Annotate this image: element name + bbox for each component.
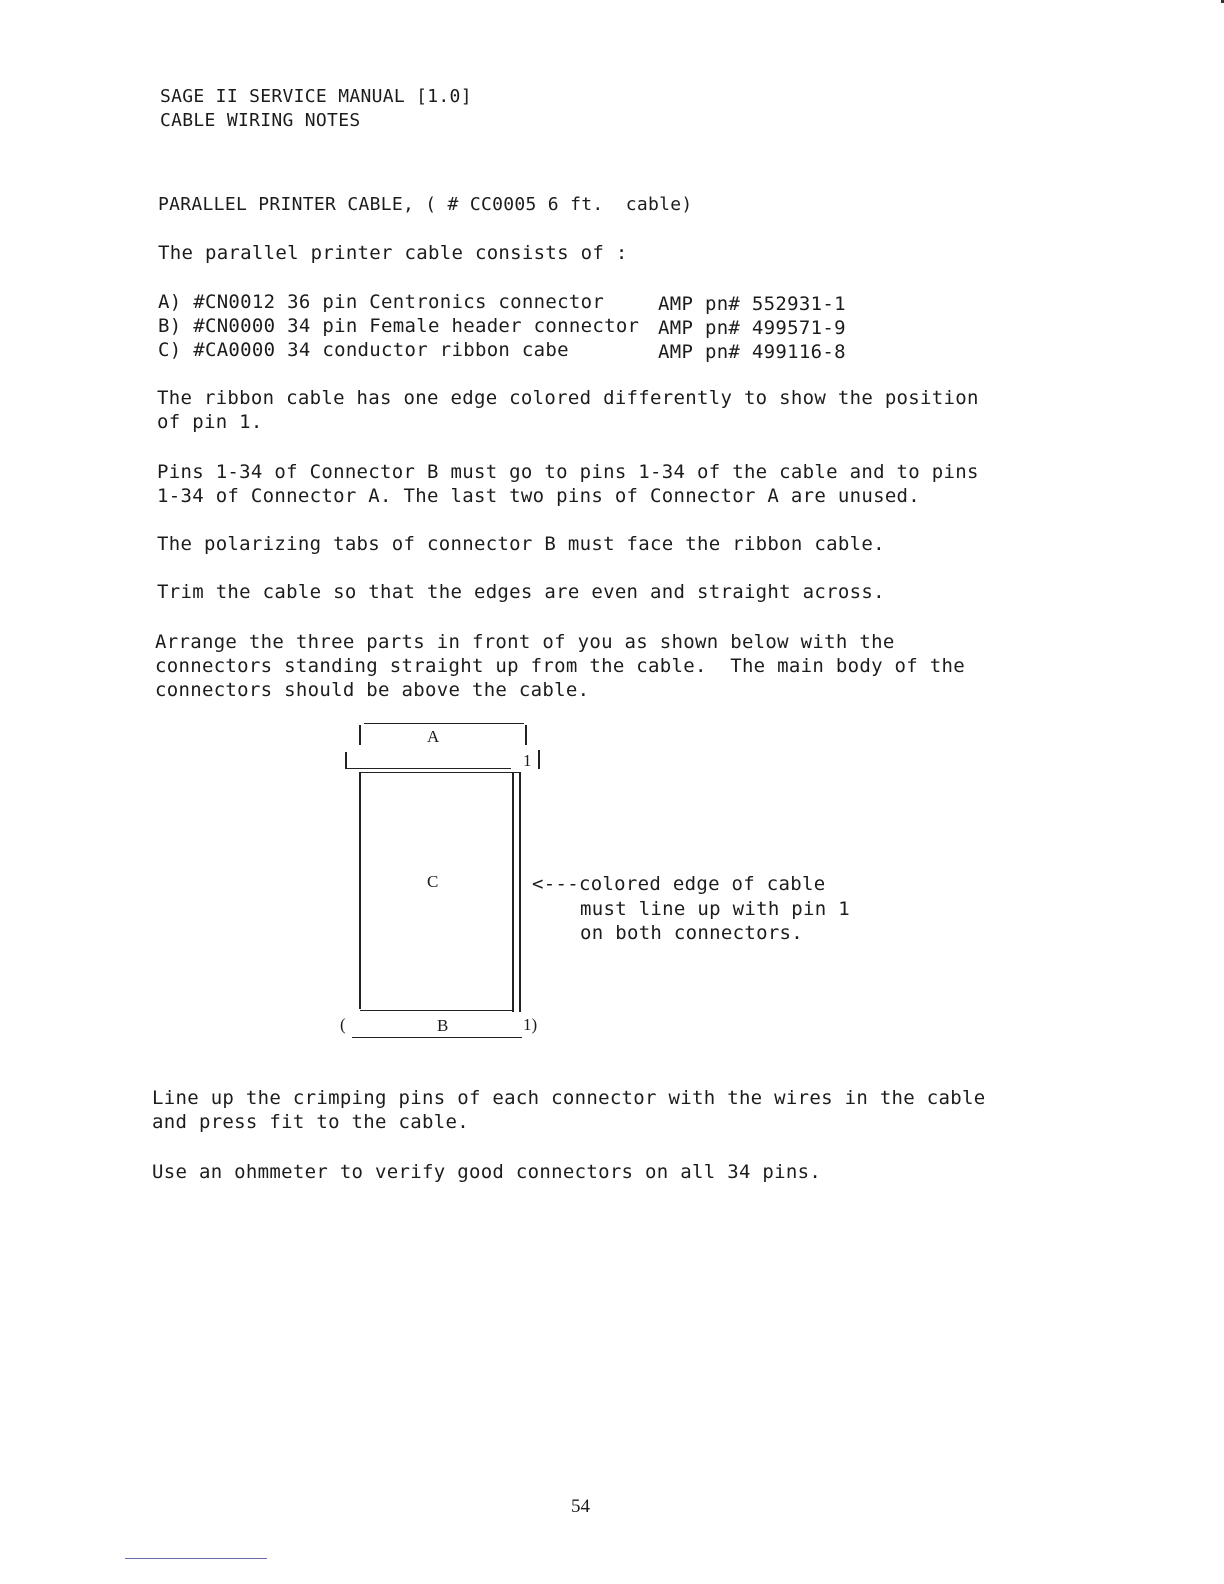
para6-line2: and press fit to the cable.: [152, 1111, 469, 1133]
part-b-desc: B) #CN0000 34 pin Female header connector: [158, 315, 640, 337]
cable-left-edge: [359, 772, 361, 1009]
colored-edge-note-line1: <---colored edge of cable: [532, 873, 826, 895]
para1-line2: of pin 1.: [157, 411, 263, 433]
colored-edge-note-line2: must line up with pin 1: [580, 898, 850, 920]
para5-line3: connectors should be above the cable.: [155, 679, 590, 701]
cable-top-edge: [359, 772, 519, 773]
manual-title: SAGE II SERVICE MANUAL [1.0]: [160, 86, 472, 107]
connector-a-right-edge: [525, 725, 527, 745]
para4: Trim the cable so that the edges are even and straight across.: [157, 581, 885, 603]
cable-label: C: [427, 872, 439, 891]
part-c-pn: AMP pn# 499116-8: [658, 341, 846, 363]
section-heading: CABLE WIRING NOTES: [160, 110, 361, 131]
part-a-pn: AMP pn# 552931-1: [658, 293, 846, 315]
para6-line1: Line up the crimping pins of each connector with the wires in the cable: [152, 1087, 986, 1109]
connector-b-label: B: [437, 1016, 449, 1035]
para7: Use an ohmmeter to verify good connectors on all 34 pins.: [152, 1161, 822, 1183]
connector-b-bottom-edge: [352, 1037, 522, 1038]
cable-bottom-edge: [360, 1010, 512, 1011]
connector-b-pin1-label: 1): [523, 1015, 538, 1034]
para2-line2: 1-34 of Connector A. The last two pins of Connector A are unused.: [157, 485, 921, 507]
intro-text: The parallel printer cable consists of :: [158, 242, 628, 264]
para1-line1: The ribbon cable has one edge colored differently to show the position: [157, 387, 979, 409]
connector-a-flange-left: [345, 752, 347, 769]
connector-a-top-edge: [364, 723, 524, 724]
cable-colored-edge: [519, 772, 521, 1012]
para5-line2: connectors standing straight up from the cable. The main body of the: [155, 655, 965, 677]
connector-a-bottom-edge: [347, 768, 511, 769]
part-b-pn: AMP pn# 499571-9: [658, 317, 846, 339]
footer-rule: [125, 1558, 267, 1559]
page-number: 54: [571, 1496, 590, 1517]
para3: The polarizing tabs of connector B must face the ribbon cable.: [157, 533, 885, 555]
connector-a-flange-right: [538, 750, 540, 769]
part-a-desc: A) #CN0012 36 pin Centronics connector: [158, 291, 605, 313]
colored-edge-note-line3: on both connectors.: [580, 922, 804, 944]
connector-a-pin1-label: 1: [523, 751, 532, 770]
cable-title: PARALLEL PRINTER CABLE, ( # CC0005 6 ft. cable): [158, 194, 693, 215]
cable-right-edge: [512, 772, 514, 1012]
connector-a-label: A: [427, 727, 440, 746]
connector-b-left-paren: (: [340, 1015, 346, 1034]
part-c-desc: C) #CA0000 34 conductor ribbon cabe: [158, 339, 569, 361]
connector-a-left-edge: [359, 725, 361, 745]
para5-line1: Arrange the three parts in front of you as shown below with the: [155, 631, 895, 653]
para2-line1: Pins 1-34 of Connector B must go to pins 1-34 of the cable and to pins: [157, 461, 979, 483]
